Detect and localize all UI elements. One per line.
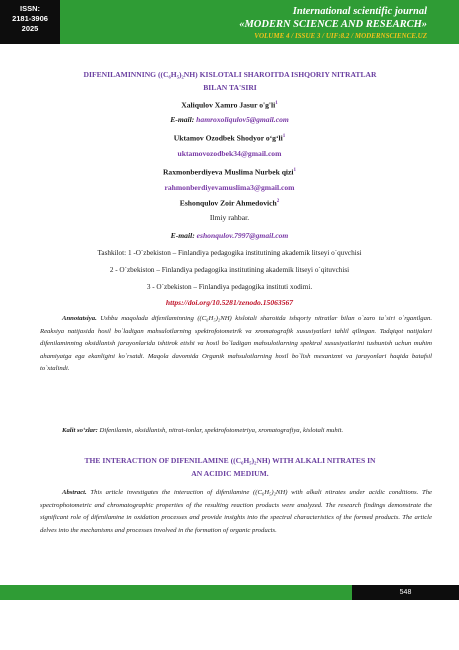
- author-2-name: Uktamov Ozodbek Shodyor $o‘g‘li^1$: [173, 133, 286, 143]
- abstract-label: Abstract.: [62, 489, 87, 496]
- article-title-line2: BILAN TA'SIRI: [203, 83, 257, 92]
- annotation-text: Ushbu maqolada difenilaminning ((C₆H₅)₂NH) kislotali sharoitda ishqoriy nitratlar bilan o`zaro ta`siri o`rganilgan. Reaksiya natijasida hosil bo`ladigan mahsulotlarning spektrofotometrik va xromatografik xususiyatlari tahlil qilingan. Tadqiqot natijalari difenilaminning oksidlanish jarayonlarida ishtirok etishi va hosil bo`ladigan mahsulotlarning spektral xususiyatlarini tushunish uchun muhim ahamiyatga ega ekanligini ko`rsatdi. Maqola davomida Organik mahsulotlarning hosil bo`lish mexanizmi va jarayonlari haqida batafsil to`xtalindi.: [40, 315, 432, 372]
- abstract-text: This article investigates the interaction of difenilamine ((C₆H₅)₂NH) with alkali nitrates under acidic conditions. The spectrophotometric and chromatographic properties of the resulting reaction products were analyzed. The research findings demonstrate the significant role of difenilamine in oxidation processes and provide insights into the spectral characteristics of the formed products. The article delves into the mechanisms and processes involved in the formation of organic products.: [40, 489, 433, 534]
- issn-number: 2181-3906: [12, 14, 48, 23]
- footer-green-bar: [0, 585, 352, 600]
- issn-label: ISSN:: [19, 4, 40, 13]
- author-3-name: Raxmonberdiyeva Muslima Nurbek qizi$^1$: [162, 167, 297, 177]
- issn-year: 2025: [21, 24, 39, 33]
- keywords-text: Difenilamin, oksidlanish, nitrat-ionlar, spektrofotometriya, xromatografiya, kislotali muhit.: [99, 427, 344, 434]
- author-4-email-link[interactable]: eshonqulov.7997@gmail.com: [196, 231, 289, 240]
- author-1-email: E-mail: hamroxoliqulov5@gmail.com: [170, 115, 289, 124]
- author-1-name: Xaliqulov Xamro Jasur $o'g'li^1$: [181, 100, 278, 110]
- english-title-line1: THE INTERACTION OF DIFENILAMINE ((C₆H₅)₂NH) WITH ALKALI NITRATES IN: [84, 456, 376, 465]
- affiliation-2: 2 - O`zbekiston – Finlandiya pedagogika institutining akademik litseyi o`qituvchisi: [109, 266, 350, 274]
- author-4-email: E-mail: eshonqulov.7997@gmail.com: [170, 231, 289, 240]
- keywords-label: Kalit so‘zlar:: [62, 427, 98, 434]
- english-title: [50, 454, 410, 480]
- article-title-line1: DIFENILAMINNING ((C₆H₅)₂NH) KISLOTALI SHAROITDA ISHQORIY NITRATLAR: [83, 70, 377, 79]
- journal-header: [60, 0, 459, 44]
- issn-box: [0, 0, 60, 44]
- supervisor-role: Ilmiy rahbar.: [209, 213, 250, 222]
- affiliation-1: Tashkilot: 1 -O`zbekiston – Finlandiya pedagogika institutining akademik litseyi o`quvchisi: [97, 249, 362, 257]
- article-title: [60, 68, 400, 94]
- author-3-email: [0, 183, 459, 193]
- journal-volume-line: VOLUME 4 / ISSUE 3 / UIF:8.2 / MODERNSCIENCE.UZ: [254, 32, 427, 40]
- keywords-paragraph: [40, 425, 432, 438]
- author-4-name: Eshonqulov Zoir Ahmedovich$^2$: [179, 198, 280, 208]
- author-1-email-link[interactable]: hamroxoliqulov5@gmail.com: [196, 115, 289, 124]
- annotation-label: Annotatsiya.: [62, 315, 97, 322]
- annotation-paragraph: [40, 313, 432, 376]
- author-2-email: [0, 149, 459, 159]
- journal-name-line2: «MODERN SCIENCE AND RESEARCH»: [239, 19, 427, 30]
- affiliation-3: 3 - O`zbekiston – Finlandiya pedagogika instituti xodimi.: [146, 283, 313, 291]
- page-number: 548: [352, 585, 459, 600]
- author-2-email-link[interactable]: uktamovozodbek34@gmail.com: [177, 149, 282, 158]
- journal-name-line1: International scientific journal: [292, 6, 427, 17]
- english-title-line2: AN ACIDIC MEDIUM.: [191, 469, 269, 478]
- doi-link[interactable]: https://doi.org/10.5281/zenodo.15063567: [165, 298, 294, 307]
- author-3-email-link[interactable]: rahmonberdiyevamuslima3@gmail.com: [164, 183, 295, 192]
- abstract-paragraph: [40, 487, 432, 537]
